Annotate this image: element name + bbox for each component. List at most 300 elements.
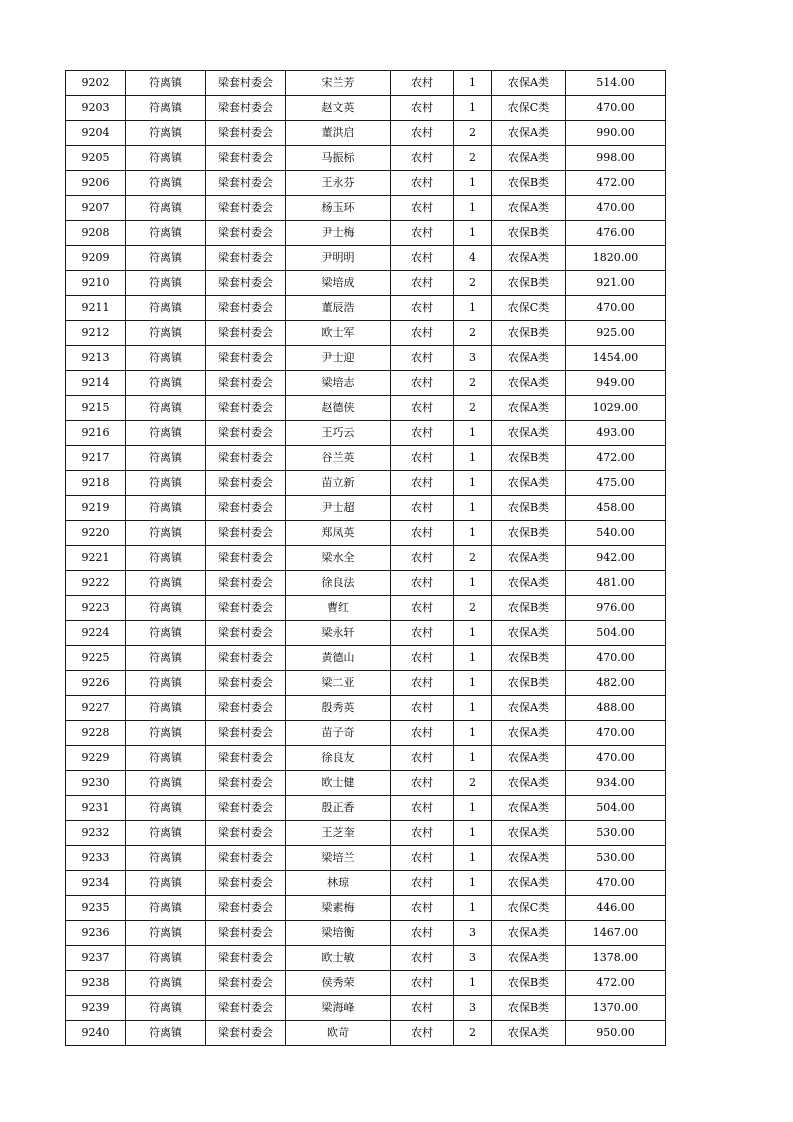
cell-record-id: 9213 — [66, 346, 126, 371]
cell-residence-type: 农村 — [391, 246, 454, 271]
cell-village-committee: 梁套村委会 — [206, 221, 286, 246]
cell-person-count: 1 — [454, 71, 492, 96]
cell-town: 符离镇 — [126, 446, 206, 471]
cell-amount: 472.00 — [566, 446, 666, 471]
cell-town: 符离镇 — [126, 296, 206, 321]
cell-person-count: 1 — [454, 446, 492, 471]
cell-record-id: 9207 — [66, 196, 126, 221]
cell-residence-type: 农村 — [391, 221, 454, 246]
cell-town: 符离镇 — [126, 246, 206, 271]
table-row — [66, 621, 666, 646]
cell-person-count: 1 — [454, 621, 492, 646]
cell-residence-type: 农村 — [391, 396, 454, 421]
cell-residence-type: 农村 — [391, 671, 454, 696]
cell-residence-type: 农村 — [391, 871, 454, 896]
cell-insurance-category: 农保A类 — [492, 796, 566, 821]
cell-person-name: 谷兰英 — [286, 446, 391, 471]
cell-person-name: 梁永轩 — [286, 621, 391, 646]
cell-record-id: 9218 — [66, 471, 126, 496]
table-row — [66, 721, 666, 746]
cell-town: 符离镇 — [126, 971, 206, 996]
cell-person-count: 1 — [454, 496, 492, 521]
cell-residence-type: 农村 — [391, 421, 454, 446]
cell-town: 符离镇 — [126, 621, 206, 646]
cell-village-committee: 梁套村委会 — [206, 871, 286, 896]
cell-village-committee: 梁套村委会 — [206, 796, 286, 821]
cell-person-name: 赵文英 — [286, 96, 391, 121]
cell-person-name: 欧士敏 — [286, 946, 391, 971]
cell-residence-type: 农村 — [391, 996, 454, 1021]
cell-person-count: 1 — [454, 671, 492, 696]
cell-insurance-category: 农保B类 — [492, 596, 566, 621]
cell-town: 符离镇 — [126, 771, 206, 796]
cell-person-count: 2 — [454, 396, 492, 421]
cell-village-committee: 梁套村委会 — [206, 821, 286, 846]
cell-person-name: 尹士超 — [286, 496, 391, 521]
cell-record-id: 9217 — [66, 446, 126, 471]
cell-insurance-category: 农保A类 — [492, 946, 566, 971]
table-row — [66, 421, 666, 446]
cell-record-id: 9219 — [66, 496, 126, 521]
table-row — [66, 546, 666, 571]
cell-insurance-category: 农保B类 — [492, 271, 566, 296]
cell-insurance-category: 农保B类 — [492, 221, 566, 246]
cell-person-count: 3 — [454, 346, 492, 371]
cell-person-count: 2 — [454, 771, 492, 796]
cell-record-id: 9222 — [66, 571, 126, 596]
cell-village-committee: 梁套村委会 — [206, 446, 286, 471]
table-row — [66, 696, 666, 721]
cell-person-name: 黄德山 — [286, 646, 391, 671]
cell-town: 符离镇 — [126, 396, 206, 421]
cell-record-id: 9209 — [66, 246, 126, 271]
cell-residence-type: 农村 — [391, 71, 454, 96]
cell-town: 符离镇 — [126, 946, 206, 971]
cell-amount: 472.00 — [566, 171, 666, 196]
cell-village-committee: 梁套村委会 — [206, 521, 286, 546]
table-row — [66, 371, 666, 396]
cell-record-id: 9239 — [66, 996, 126, 1021]
cell-person-name: 梁素梅 — [286, 896, 391, 921]
cell-person-count: 3 — [454, 921, 492, 946]
cell-amount: 921.00 — [566, 271, 666, 296]
cell-town: 符离镇 — [126, 521, 206, 546]
cell-insurance-category: 农保C类 — [492, 296, 566, 321]
cell-person-count: 1 — [454, 471, 492, 496]
cell-amount: 504.00 — [566, 796, 666, 821]
cell-insurance-category: 农保C类 — [492, 96, 566, 121]
cell-village-committee: 梁套村委会 — [206, 571, 286, 596]
cell-amount: 1029.00 — [566, 396, 666, 421]
cell-town: 符离镇 — [126, 271, 206, 296]
cell-village-committee: 梁套村委会 — [206, 846, 286, 871]
cell-insurance-category: 农保A类 — [492, 546, 566, 571]
cell-record-id: 9237 — [66, 946, 126, 971]
cell-record-id: 9214 — [66, 371, 126, 396]
cell-person-count: 1 — [454, 646, 492, 671]
cell-residence-type: 农村 — [391, 646, 454, 671]
cell-record-id: 9236 — [66, 921, 126, 946]
cell-person-name: 尹明明 — [286, 246, 391, 271]
cell-record-id: 9203 — [66, 96, 126, 121]
cell-village-committee: 梁套村委会 — [206, 621, 286, 646]
cell-town: 符离镇 — [126, 721, 206, 746]
cell-amount: 1370.00 — [566, 996, 666, 1021]
cell-village-committee: 梁套村委会 — [206, 671, 286, 696]
cell-person-name: 梁海峰 — [286, 996, 391, 1021]
cell-insurance-category: 农保B类 — [492, 446, 566, 471]
cell-town: 符离镇 — [126, 746, 206, 771]
cell-town: 符离镇 — [126, 1021, 206, 1046]
cell-person-name: 苗立新 — [286, 471, 391, 496]
cell-amount: 1820.00 — [566, 246, 666, 271]
cell-person-name: 王巧云 — [286, 421, 391, 446]
cell-insurance-category: 农保A类 — [492, 921, 566, 946]
cell-insurance-category: 农保B类 — [492, 671, 566, 696]
cell-residence-type: 农村 — [391, 596, 454, 621]
cell-residence-type: 农村 — [391, 721, 454, 746]
cell-person-name: 尹士梅 — [286, 221, 391, 246]
data-table — [65, 70, 666, 1046]
cell-person-name: 侯秀荣 — [286, 971, 391, 996]
table-row — [66, 821, 666, 846]
cell-person-count: 1 — [454, 196, 492, 221]
cell-village-committee: 梁套村委会 — [206, 121, 286, 146]
cell-insurance-category: 农保B类 — [492, 646, 566, 671]
cell-record-id: 9205 — [66, 146, 126, 171]
cell-person-name: 梁培兰 — [286, 846, 391, 871]
cell-town: 符离镇 — [126, 821, 206, 846]
cell-amount: 950.00 — [566, 1021, 666, 1046]
table-row — [66, 296, 666, 321]
cell-person-count: 2 — [454, 271, 492, 296]
table-row — [66, 921, 666, 946]
cell-record-id: 9225 — [66, 646, 126, 671]
cell-residence-type: 农村 — [391, 1021, 454, 1046]
cell-record-id: 9220 — [66, 521, 126, 546]
table-row — [66, 896, 666, 921]
cell-town: 符离镇 — [126, 646, 206, 671]
cell-record-id: 9211 — [66, 296, 126, 321]
cell-town: 符离镇 — [126, 796, 206, 821]
cell-town: 符离镇 — [126, 571, 206, 596]
cell-record-id: 9232 — [66, 821, 126, 846]
cell-amount: 476.00 — [566, 221, 666, 246]
cell-town: 符离镇 — [126, 371, 206, 396]
cell-residence-type: 农村 — [391, 96, 454, 121]
cell-insurance-category: 农保A类 — [492, 121, 566, 146]
cell-residence-type: 农村 — [391, 896, 454, 921]
table-body — [66, 71, 666, 1046]
cell-residence-type: 农村 — [391, 846, 454, 871]
cell-record-id: 9235 — [66, 896, 126, 921]
cell-record-id: 9226 — [66, 671, 126, 696]
cell-village-committee: 梁套村委会 — [206, 271, 286, 296]
cell-insurance-category: 农保A类 — [492, 196, 566, 221]
cell-village-committee: 梁套村委会 — [206, 546, 286, 571]
cell-person-name: 王永芬 — [286, 171, 391, 196]
cell-person-name: 董辰浩 — [286, 296, 391, 321]
cell-town: 符离镇 — [126, 121, 206, 146]
cell-amount: 470.00 — [566, 646, 666, 671]
cell-person-count: 2 — [454, 321, 492, 346]
cell-record-id: 9230 — [66, 771, 126, 796]
cell-village-committee: 梁套村委会 — [206, 646, 286, 671]
cell-insurance-category: 农保A类 — [492, 371, 566, 396]
cell-town: 符离镇 — [126, 421, 206, 446]
cell-amount: 1454.00 — [566, 346, 666, 371]
cell-person-name: 林琼 — [286, 871, 391, 896]
cell-town: 符离镇 — [126, 496, 206, 521]
cell-village-committee: 梁套村委会 — [206, 171, 286, 196]
table-row — [66, 146, 666, 171]
cell-amount: 540.00 — [566, 521, 666, 546]
cell-amount: 470.00 — [566, 871, 666, 896]
cell-insurance-category: 农保A类 — [492, 146, 566, 171]
cell-person-name: 欧士健 — [286, 771, 391, 796]
cell-village-committee: 梁套村委会 — [206, 71, 286, 96]
cell-person-name: 欧苛 — [286, 1021, 391, 1046]
cell-person-name: 郑凤英 — [286, 521, 391, 546]
cell-record-id: 9228 — [66, 721, 126, 746]
table-row — [66, 196, 666, 221]
cell-insurance-category: 农保B类 — [492, 496, 566, 521]
cell-town: 符离镇 — [126, 921, 206, 946]
cell-amount: 934.00 — [566, 771, 666, 796]
cell-record-id: 9223 — [66, 596, 126, 621]
cell-amount: 482.00 — [566, 671, 666, 696]
cell-village-committee: 梁套村委会 — [206, 896, 286, 921]
cell-residence-type: 农村 — [391, 546, 454, 571]
cell-insurance-category: 农保B类 — [492, 971, 566, 996]
cell-village-committee: 梁套村委会 — [206, 496, 286, 521]
cell-town: 符离镇 — [126, 196, 206, 221]
cell-village-committee: 梁套村委会 — [206, 146, 286, 171]
cell-town: 符离镇 — [126, 846, 206, 871]
cell-residence-type: 农村 — [391, 346, 454, 371]
cell-person-count: 4 — [454, 246, 492, 271]
cell-record-id: 9206 — [66, 171, 126, 196]
cell-residence-type: 农村 — [391, 621, 454, 646]
cell-residence-type: 农村 — [391, 446, 454, 471]
cell-amount: 1467.00 — [566, 921, 666, 946]
cell-record-id: 9233 — [66, 846, 126, 871]
cell-village-committee: 梁套村委会 — [206, 696, 286, 721]
cell-person-name: 尹士迎 — [286, 346, 391, 371]
cell-village-committee: 梁套村委会 — [206, 396, 286, 421]
cell-village-committee: 梁套村委会 — [206, 346, 286, 371]
cell-record-id: 9231 — [66, 796, 126, 821]
cell-amount: 493.00 — [566, 421, 666, 446]
cell-person-name: 殷正香 — [286, 796, 391, 821]
cell-village-committee: 梁套村委会 — [206, 96, 286, 121]
cell-person-count: 1 — [454, 296, 492, 321]
cell-amount: 530.00 — [566, 821, 666, 846]
cell-person-count: 1 — [454, 821, 492, 846]
cell-person-count: 1 — [454, 871, 492, 896]
cell-person-name: 殷秀英 — [286, 696, 391, 721]
cell-town: 符离镇 — [126, 546, 206, 571]
cell-town: 符离镇 — [126, 996, 206, 1021]
table-row — [66, 846, 666, 871]
cell-insurance-category: 农保A类 — [492, 621, 566, 646]
cell-village-committee: 梁套村委会 — [206, 721, 286, 746]
cell-town: 符离镇 — [126, 71, 206, 96]
cell-residence-type: 农村 — [391, 521, 454, 546]
cell-village-committee: 梁套村委会 — [206, 921, 286, 946]
cell-person-count: 1 — [454, 171, 492, 196]
cell-insurance-category: 农保A类 — [492, 721, 566, 746]
cell-insurance-category: 农保A类 — [492, 696, 566, 721]
cell-residence-type: 农村 — [391, 196, 454, 221]
cell-person-count: 3 — [454, 946, 492, 971]
table-row — [66, 871, 666, 896]
cell-amount: 481.00 — [566, 571, 666, 596]
cell-village-committee: 梁套村委会 — [206, 471, 286, 496]
cell-residence-type: 农村 — [391, 296, 454, 321]
cell-town: 符离镇 — [126, 596, 206, 621]
cell-village-committee: 梁套村委会 — [206, 996, 286, 1021]
cell-residence-type: 农村 — [391, 321, 454, 346]
table-row — [66, 396, 666, 421]
cell-town: 符离镇 — [126, 671, 206, 696]
cell-amount: 472.00 — [566, 971, 666, 996]
cell-town: 符离镇 — [126, 146, 206, 171]
cell-person-name: 徐良友 — [286, 746, 391, 771]
table-row — [66, 671, 666, 696]
cell-person-count: 2 — [454, 596, 492, 621]
cell-record-id: 9221 — [66, 546, 126, 571]
cell-amount: 998.00 — [566, 146, 666, 171]
cell-amount: 942.00 — [566, 546, 666, 571]
cell-person-count: 1 — [454, 971, 492, 996]
cell-record-id: 9227 — [66, 696, 126, 721]
cell-person-name: 董洪启 — [286, 121, 391, 146]
table-row — [66, 346, 666, 371]
cell-person-count: 2 — [454, 1021, 492, 1046]
table-row — [66, 996, 666, 1021]
cell-town: 符离镇 — [126, 221, 206, 246]
cell-record-id: 9229 — [66, 746, 126, 771]
cell-village-committee: 梁套村委会 — [206, 971, 286, 996]
cell-person-count: 1 — [454, 696, 492, 721]
cell-person-count: 1 — [454, 896, 492, 921]
cell-insurance-category: 农保A类 — [492, 246, 566, 271]
cell-village-committee: 梁套村委会 — [206, 421, 286, 446]
cell-residence-type: 农村 — [391, 371, 454, 396]
cell-amount: 470.00 — [566, 196, 666, 221]
cell-record-id: 9234 — [66, 871, 126, 896]
cell-record-id: 9204 — [66, 121, 126, 146]
cell-person-count: 1 — [454, 96, 492, 121]
cell-record-id: 9240 — [66, 1021, 126, 1046]
cell-person-count: 2 — [454, 546, 492, 571]
cell-town: 符离镇 — [126, 871, 206, 896]
cell-person-count: 1 — [454, 846, 492, 871]
cell-person-count: 1 — [454, 721, 492, 746]
cell-village-committee: 梁套村委会 — [206, 371, 286, 396]
cell-record-id: 9212 — [66, 321, 126, 346]
cell-amount: 470.00 — [566, 746, 666, 771]
table-row — [66, 521, 666, 546]
cell-amount: 1378.00 — [566, 946, 666, 971]
cell-village-committee: 梁套村委会 — [206, 946, 286, 971]
table-row — [66, 121, 666, 146]
table-row — [66, 496, 666, 521]
cell-record-id: 9210 — [66, 271, 126, 296]
table-row — [66, 646, 666, 671]
cell-person-name: 杨玉环 — [286, 196, 391, 221]
cell-village-committee: 梁套村委会 — [206, 746, 286, 771]
cell-amount: 530.00 — [566, 846, 666, 871]
cell-village-committee: 梁套村委会 — [206, 771, 286, 796]
cell-person-name: 梁二亚 — [286, 671, 391, 696]
cell-insurance-category: 农保A类 — [492, 346, 566, 371]
cell-person-name: 梁培成 — [286, 271, 391, 296]
table-row — [66, 946, 666, 971]
cell-amount: 488.00 — [566, 696, 666, 721]
cell-town: 符离镇 — [126, 346, 206, 371]
table-row — [66, 96, 666, 121]
cell-insurance-category: 农保A类 — [492, 396, 566, 421]
cell-person-count: 1 — [454, 521, 492, 546]
table-row — [66, 171, 666, 196]
cell-village-committee: 梁套村委会 — [206, 596, 286, 621]
cell-insurance-category: 农保A类 — [492, 871, 566, 896]
cell-village-committee: 梁套村委会 — [206, 1021, 286, 1046]
cell-residence-type: 农村 — [391, 496, 454, 521]
cell-person-name: 梁水全 — [286, 546, 391, 571]
cell-residence-type: 农村 — [391, 271, 454, 296]
cell-residence-type: 农村 — [391, 771, 454, 796]
cell-record-id: 9208 — [66, 221, 126, 246]
table-row — [66, 1021, 666, 1046]
cell-amount: 470.00 — [566, 721, 666, 746]
cell-residence-type: 农村 — [391, 746, 454, 771]
cell-amount: 514.00 — [566, 71, 666, 96]
cell-insurance-category: 农保A类 — [492, 421, 566, 446]
cell-insurance-category: 农保A类 — [492, 1021, 566, 1046]
cell-person-name: 宋兰芳 — [286, 71, 391, 96]
cell-town: 符离镇 — [126, 471, 206, 496]
cell-person-count: 3 — [454, 996, 492, 1021]
cell-amount: 470.00 — [566, 296, 666, 321]
cell-residence-type: 农村 — [391, 921, 454, 946]
cell-amount: 976.00 — [566, 596, 666, 621]
table-row — [66, 221, 666, 246]
cell-person-count: 1 — [454, 746, 492, 771]
cell-insurance-category: 农保A类 — [492, 571, 566, 596]
table-row — [66, 471, 666, 496]
cell-person-name: 梁培衡 — [286, 921, 391, 946]
cell-residence-type: 农村 — [391, 571, 454, 596]
cell-insurance-category: 农保B类 — [492, 521, 566, 546]
cell-amount: 990.00 — [566, 121, 666, 146]
cell-record-id: 9215 — [66, 396, 126, 421]
cell-person-name: 王芝奎 — [286, 821, 391, 846]
cell-insurance-category: 农保A类 — [492, 746, 566, 771]
cell-residence-type: 农村 — [391, 696, 454, 721]
cell-village-committee: 梁套村委会 — [206, 196, 286, 221]
cell-village-committee: 梁套村委会 — [206, 296, 286, 321]
cell-record-id: 9224 — [66, 621, 126, 646]
cell-person-name: 苗子奇 — [286, 721, 391, 746]
cell-residence-type: 农村 — [391, 796, 454, 821]
cell-record-id: 9202 — [66, 71, 126, 96]
cell-record-id: 9238 — [66, 971, 126, 996]
cell-residence-type: 农村 — [391, 821, 454, 846]
table-row — [66, 71, 666, 96]
